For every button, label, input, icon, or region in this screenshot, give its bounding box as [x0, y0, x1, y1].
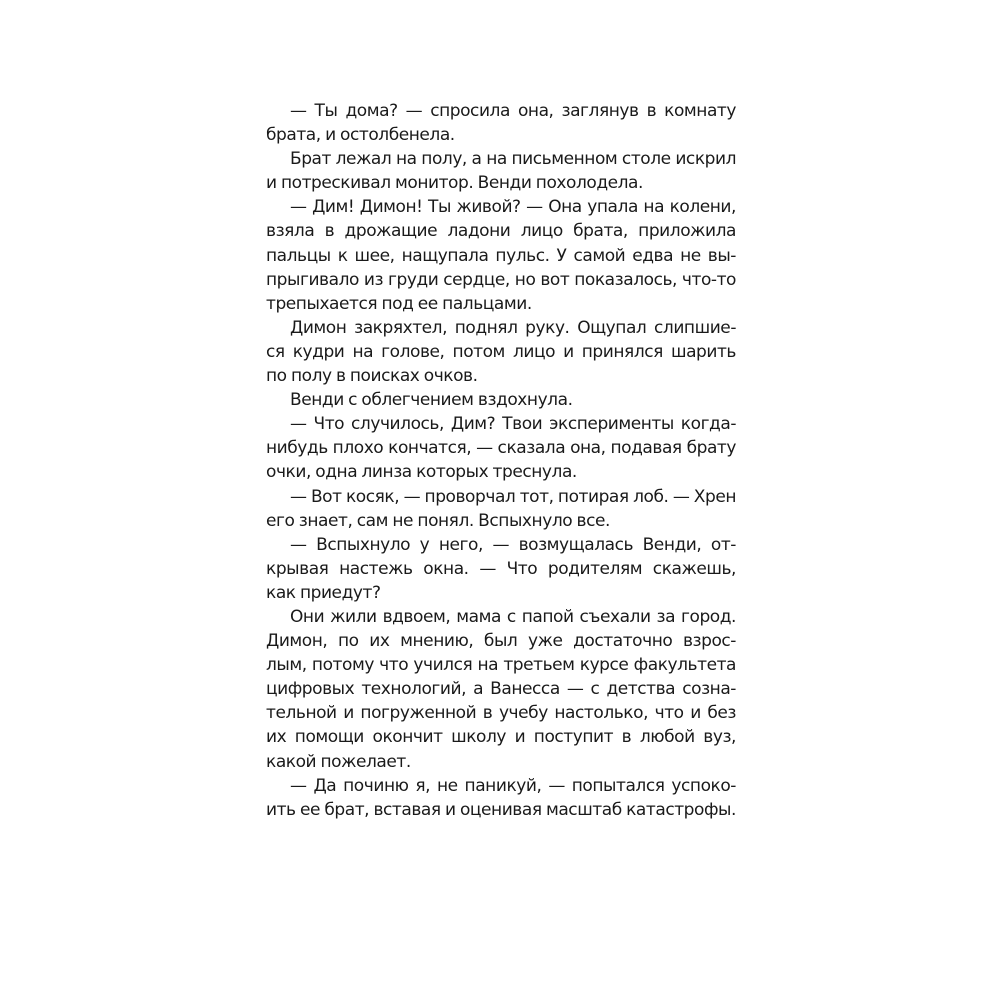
- paragraph: [266, 195, 736, 315]
- paragraph: [266, 147, 736, 195]
- text-line: Венди с облегчением вздохнула.: [290, 390, 573, 411]
- text-line: прыгивало из груди сердце, но вот показалось, что-то: [266, 269, 736, 290]
- text-line: нибудь плохо кончатся, — сказала она, подавая брату: [266, 438, 736, 459]
- text-line: взяла в дрожащие ладони лицо брата, приложила: [266, 221, 736, 242]
- text-line: — Вот косяк, — проворчал тот, потирая лоб. — Хрен: [290, 486, 736, 507]
- text-line: какой пожелает.: [266, 751, 411, 772]
- paragraph: [266, 99, 736, 147]
- text-line: очки, одна линза которых треснула.: [266, 462, 577, 483]
- text-line: трепыхается под ее пальцами.: [266, 293, 532, 314]
- text-line: — Дим! Димон! Ты живой? — Она упала на колени,: [290, 197, 736, 218]
- text-line: цифровых технологий, а Ванесса — с детства созна-: [266, 679, 736, 700]
- text-line: Брат лежал на полу, а на письменном столе искрил: [290, 149, 736, 170]
- text-line: как приедут?: [266, 582, 381, 603]
- text-line: Димон закряхтел, поднял руку. Ощупал слипшие-: [290, 317, 736, 338]
- text-line: и потрескивал монитор. Венди похолодела.: [266, 173, 643, 194]
- text-line: тельной и погруженной в учебу настолько, что и без: [266, 703, 736, 724]
- text-line: — Вспыхнуло у него, — возмущалась Венди, от-: [290, 534, 736, 555]
- text-line: лым, потому что учился на третьем курсе факультета: [266, 655, 736, 676]
- paragraph: [266, 388, 736, 412]
- text-line: его знает, сам не понял. Вспыхнуло все.: [266, 510, 610, 531]
- paragraph: [266, 533, 736, 605]
- text-line: по полу в поисках очков.: [266, 366, 478, 387]
- paragraph: [266, 412, 736, 484]
- text-line: ся кудри на голове, потом лицо и принялся шарить: [266, 341, 736, 362]
- text-line: — Да починю я, не паникуй, — попытался успоко-: [290, 775, 736, 796]
- paragraph: [266, 774, 736, 822]
- text-line: Они жили вдвоем, мама с папой съехали за город.: [290, 606, 736, 627]
- text-line: пальцы к шее, нащупала пульс. У самой едва не вы-: [266, 245, 736, 266]
- paragraph: [266, 485, 736, 533]
- paragraph: [266, 605, 736, 774]
- text-line: — Ты дома? — спросила она, заглянув в комнату: [290, 101, 736, 121]
- text-line: брата, и остолбенела.: [266, 125, 455, 146]
- text-line: их помощи окончит школу и поступит в любой вуз,: [266, 727, 736, 748]
- text-line: крывая настежь окна. — Что родителям скажешь,: [266, 558, 736, 579]
- paragraph: [266, 316, 736, 388]
- page-text: [266, 99, 736, 822]
- text-line: — Что случилось, Дим? Твои эксперименты когда-: [290, 414, 736, 435]
- text-line: Димон, по их мнению, был уже достаточно взрос-: [266, 631, 736, 652]
- text-line: ить ее брат, вставая и оценивая масштаб катастрофы.: [266, 799, 736, 820]
